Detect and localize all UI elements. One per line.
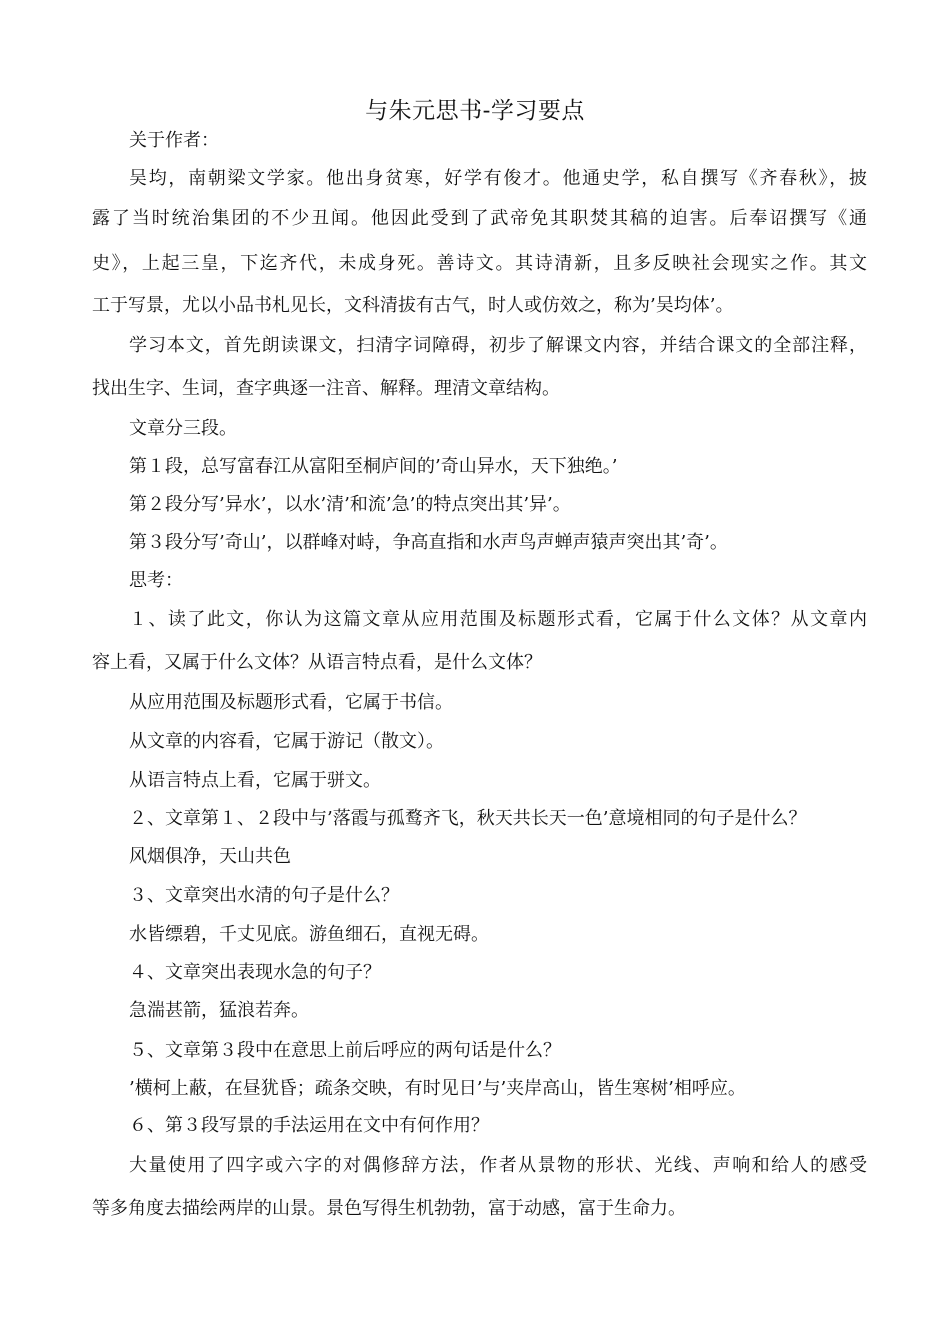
paragraph-line: 吴均，南朝梁文学家。他出身贫寒，好学有俊才。他通史学，私自撰写《齐春秋》，披 [129,168,867,189]
paragraph-line: 第１段，总写富春江从富阳至桐庐间的’奇山异水，天下独绝。’ [129,456,618,477]
question-line: ３、文章突出水清的句子是什么？ [129,885,399,906]
question-line: ５、文章第３段中在意思上前后呼应的两句话是什么？ [129,1040,561,1061]
paragraph-line: 第２段分写’异水’，以水’清’和流’急’的特点突出其’异’。 [129,494,571,515]
question-line: ４、文章突出表现水急的句子？ [129,962,381,983]
question-line: １、读了此文，你认为这篇文章从应用范围及标题形式看，它属于什么文体？从文章内 [129,609,867,630]
document-title: 与朱元思书-学习要点 [365,98,585,124]
paragraph-line: 工于写景，尤以小品书札见长，文科清拔有古气，时人或仿效之，称为’吴均体’。 [92,295,734,316]
answer-line: 水皆缥碧，千丈见底。游鱼细石，直视无碍。 [129,924,489,945]
answer-line: 从文章的内容看，它属于游记（散文）。 [129,731,444,752]
section-heading-author: 关于作者： [129,130,219,151]
paragraph-line: 史》，上起三皇，下迄齐代，未成身死。善诗文。其诗清新，且多反映社会现实之作。其文 [92,253,867,274]
paragraph-line: 文章分三段。 [129,418,237,439]
answer-line: 从语言特点上看，它属于骈文。 [129,770,381,791]
paragraph-line: 露了当时统治集团的不少丑闻。他因此受到了武帝免其职焚其稿的迫害。后奉诏撰写《通 [92,208,867,229]
answer-line: 急湍甚箭，猛浪若奔。 [129,1000,309,1021]
answer-line: 从应用范围及标题形式看，它属于书信。 [129,692,453,713]
answer-line: ’横柯上蔽，在昼犹昏；疏条交映，有时见日’与’夹岸高山，皆生寒树’相呼应。 [129,1078,746,1099]
paragraph-line: 学习本文，首先朗读课文，扫清字词障碍，初步了解课文内容，并结合课文的全部注释， [129,335,867,356]
answer-line: 等多角度去描绘两岸的山景。景色写得生机勃勃，富于动感，富于生命力。 [92,1198,686,1219]
question-line: 容上看，又属于什么文体？从语言特点看，是什么文体？ [92,652,542,673]
answer-line: 大量使用了四字或六字的对偶修辞方法，作者从景物的形状、光线、声响和给人的感受 [129,1155,867,1176]
question-line: ６、第３段写景的手法运用在文中有何作用？ [129,1115,489,1136]
question-line: ２、文章第１、２段中与’落霞与孤鹜齐飞，秋天共长天一色’意境相同的句子是什么？ [129,808,807,829]
section-heading-thinking: 思考： [129,570,183,591]
paragraph-line: 找出生字、生词，查字典逐一注音、解释。理清文章结构。 [92,378,560,399]
paragraph-line: 第３段分写’奇山’，以群峰对峙，争高直指和水声鸟声蝉声猿声突出其’奇’。 [129,532,728,553]
answer-line: 风烟俱净，天山共色 [129,846,291,867]
